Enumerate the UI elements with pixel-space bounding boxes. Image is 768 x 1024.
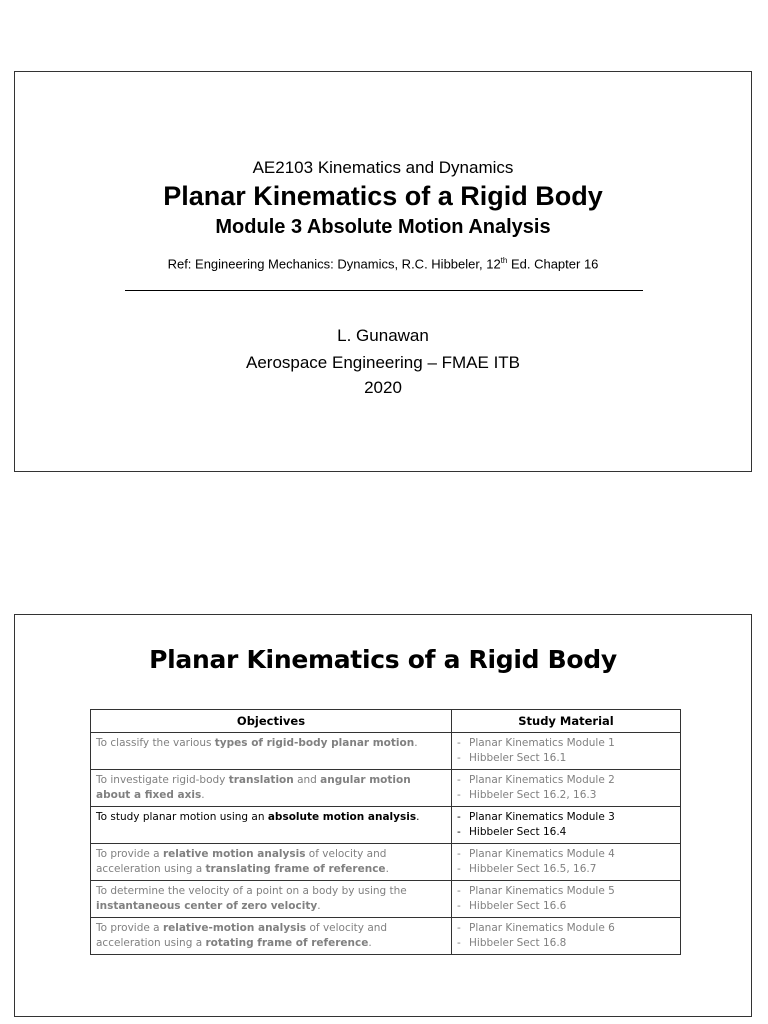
objectives-table <box>90 709 681 955</box>
objective-text: . <box>416 811 420 823</box>
course-title: AE2103 Kinematics and Dynamics <box>252 158 514 177</box>
objective-text: To classify the various <box>96 737 215 749</box>
objective-keyword: translating frame of reference <box>205 863 386 875</box>
study-material-header: Study Material <box>452 710 681 733</box>
slide-title: Planar Kinematics of a Rigid Body <box>149 645 617 674</box>
study-material-cell <box>452 733 681 770</box>
objective-keyword: absolute motion analysis <box>267 811 417 823</box>
objective-text: . <box>317 900 321 912</box>
objective-text: . <box>385 863 389 875</box>
objective-cell <box>91 918 452 955</box>
objective-text: To investigate rigid-body <box>96 774 229 786</box>
objective-keyword: angular motion about a fixed axis <box>96 774 411 801</box>
table-row <box>91 844 681 881</box>
objective-keyword: types of rigid-body planar motion <box>214 737 415 749</box>
study-material-cell <box>452 881 681 918</box>
list-item: - Planar Kinematics Module 3 <box>457 810 675 825</box>
objective-text: of velocity and acceleration using a <box>96 848 387 875</box>
reference-suffix: Ed. Chapter 16 <box>507 256 599 272</box>
objective-keyword: rotating frame of reference <box>205 937 369 949</box>
table-row <box>91 770 681 807</box>
list-item: - Planar Kinematics Module 1 <box>457 736 675 751</box>
objective-keyword: instantaneous center of zero velocity <box>96 900 318 912</box>
divider <box>125 290 643 291</box>
objective-text: To study planar motion using an <box>96 811 268 823</box>
reference-text: Ref: Engineering Mechanics: Dynamics, R.C. Hibbeler, 12 <box>167 256 501 272</box>
list-item: - Hibbeler Sect 16.6 <box>457 899 675 914</box>
objective-text: . <box>414 737 418 749</box>
study-material-cell <box>452 844 681 881</box>
objective-text: of velocity and acceleration using a <box>96 922 388 949</box>
department: Aerospace Engineering – FMAE ITB <box>245 353 521 372</box>
author: L. Gunawan <box>337 326 429 345</box>
objective-text: To provide a <box>96 922 163 934</box>
objective-keyword: relative motion analysis <box>162 848 306 860</box>
year: 2020 <box>364 378 402 397</box>
study-material-list <box>457 921 675 951</box>
study-material-list <box>457 773 675 803</box>
objective-text: and <box>293 774 321 786</box>
objective-cell <box>91 807 452 844</box>
table-row <box>91 881 681 918</box>
study-material-cell <box>452 770 681 807</box>
objective-text: . <box>368 937 372 949</box>
study-material-list <box>457 847 675 877</box>
study-material-list <box>457 810 675 840</box>
objective-keyword: relative-motion analysis <box>162 922 307 934</box>
objective-cell <box>91 733 452 770</box>
list-item: - Hibbeler Sect 16.8 <box>457 936 675 951</box>
list-item: - Planar Kinematics Module 2 <box>457 773 675 788</box>
module-title: Module 3 Absolute Motion Analysis <box>215 216 551 238</box>
reference-superscript: th <box>500 256 508 265</box>
objective-keyword: translation <box>228 774 294 786</box>
list-item: - Hibbeler Sect 16.5, 16.7 <box>457 862 675 877</box>
list-item: - Planar Kinematics Module 4 <box>457 847 675 862</box>
list-item: - Hibbeler Sect 16.1 <box>457 751 675 766</box>
objectives-slide <box>14 614 752 1017</box>
list-item: - Planar Kinematics Module 5 <box>457 884 675 899</box>
list-item: - Hibbeler Sect 16.2, 16.3 <box>457 788 675 803</box>
objective-cell <box>91 844 452 881</box>
table-header-row <box>91 710 681 733</box>
list-item: - Planar Kinematics Module 6 <box>457 921 675 936</box>
table-row <box>91 733 681 770</box>
table-row <box>91 918 681 955</box>
study-material-list <box>457 884 675 914</box>
objective-text: To determine the velocity of a point on a body by using the <box>96 885 407 897</box>
study-material-cell <box>452 918 681 955</box>
objective-text: To provide a <box>96 848 163 860</box>
title-slide <box>14 71 752 472</box>
study-material-list <box>457 736 675 766</box>
objectives-header: Objectives <box>91 710 452 733</box>
list-item: - Hibbeler Sect 16.4 <box>457 825 675 840</box>
objective-text: . <box>201 789 205 801</box>
study-material-cell <box>452 807 681 844</box>
reference-line <box>15 256 751 271</box>
table-row <box>91 807 681 844</box>
objective-cell <box>91 881 452 918</box>
slide-title: Planar Kinematics of a Rigid Body <box>163 181 603 211</box>
objective-cell <box>91 770 452 807</box>
